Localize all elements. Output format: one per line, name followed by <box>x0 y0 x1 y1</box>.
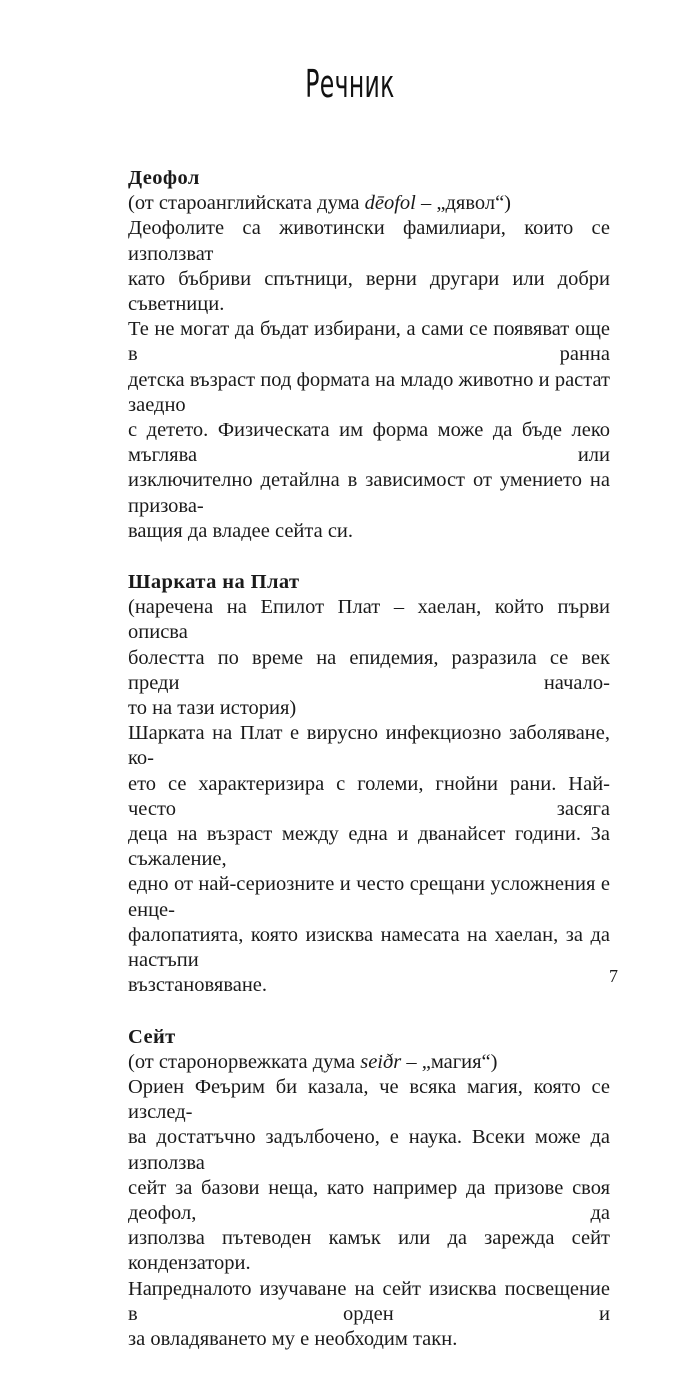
entry-line: ващия да владее сейта си. <box>128 519 354 542</box>
entry-origin-line: (наречена на Епилот Плат – хаелан, който първи описва <box>128 596 610 644</box>
entry-line: детска възраст под формата на младо животно и растат заедно <box>128 368 610 416</box>
entry-origin-line: болестта по време на епидемия, разразила се век преди начало- <box>128 646 610 694</box>
entry-line: Деофолите са животински фамилиари, които се използват <box>128 217 610 265</box>
entry-line: за овладяването му е необходим такн. <box>128 1327 458 1350</box>
entry-line: Те не могат да бъдат избирани, а сами се появяват още в ранна <box>128 318 610 366</box>
origin-word: seiðr <box>360 1050 402 1073</box>
entry-line: фалопатията, която изисква намесата на хаелан, за да настъпи <box>128 923 610 972</box>
entry-line: възстановяване. <box>128 974 268 997</box>
entry-line: сейт за базови неща, като например да призове своя деофол, да <box>128 1176 610 1224</box>
entry-line: Ориен Феърим би казала, че всяка магия, която се изслед- <box>128 1075 610 1124</box>
entry-line: като бъбриви спътници, верни другари или добри съветници. <box>128 267 610 316</box>
entry-term: Деофол <box>128 167 200 189</box>
entry-origin-line: то на тази история) <box>128 697 297 720</box>
entry-line: Шарката на Плат е вирусно инфекциозно заболяване, ко- <box>128 722 610 770</box>
glossary-entry-deofol <box>128 166 610 544</box>
entry-line: с детето. Физическата им форма може да бъде леко мъглява или <box>128 419 610 467</box>
entry-line: ето се характеризира с големи, гнойни рани. Най-често засяга <box>128 772 610 820</box>
entry-term: Сейт <box>128 1025 176 1048</box>
glossary-content <box>128 166 610 1378</box>
page-title: Речник <box>305 62 395 106</box>
origin-text: – „дявол“) <box>415 192 512 215</box>
origin-text: (от старонорвежката дума <box>128 1050 361 1073</box>
origin-word: dēofol <box>364 192 416 215</box>
entry-term: Шарката на Плат <box>128 571 300 594</box>
origin-text: – „магия“) <box>401 1050 498 1073</box>
entry-line: използва пътеводен камък или да зарежда сейт кондензатори. <box>128 1227 610 1275</box>
entry-line: едно от най-сериозните и често срещани усложнения е енце- <box>128 873 610 921</box>
entry-line: ва достатъчно задълбочено, е наука. Всеки може да използва <box>128 1126 610 1174</box>
glossary-entry-seit <box>128 1025 610 1353</box>
origin-text: (от староанглийската дума <box>128 192 365 215</box>
entry-origin <box>128 191 610 216</box>
glossary-entry-platt-pox <box>128 570 610 998</box>
entry-line: деца на възраст между една и дванайсет години. За съжаление, <box>128 823 610 871</box>
page-number: 7 <box>609 966 618 986</box>
entry-line: Напредналото изучаване на сейт изисква посвещение в орден и <box>128 1277 610 1325</box>
entry-origin <box>128 1050 610 1075</box>
entry-line: изключително детайлна в зависимост от умението на призова- <box>128 469 610 517</box>
